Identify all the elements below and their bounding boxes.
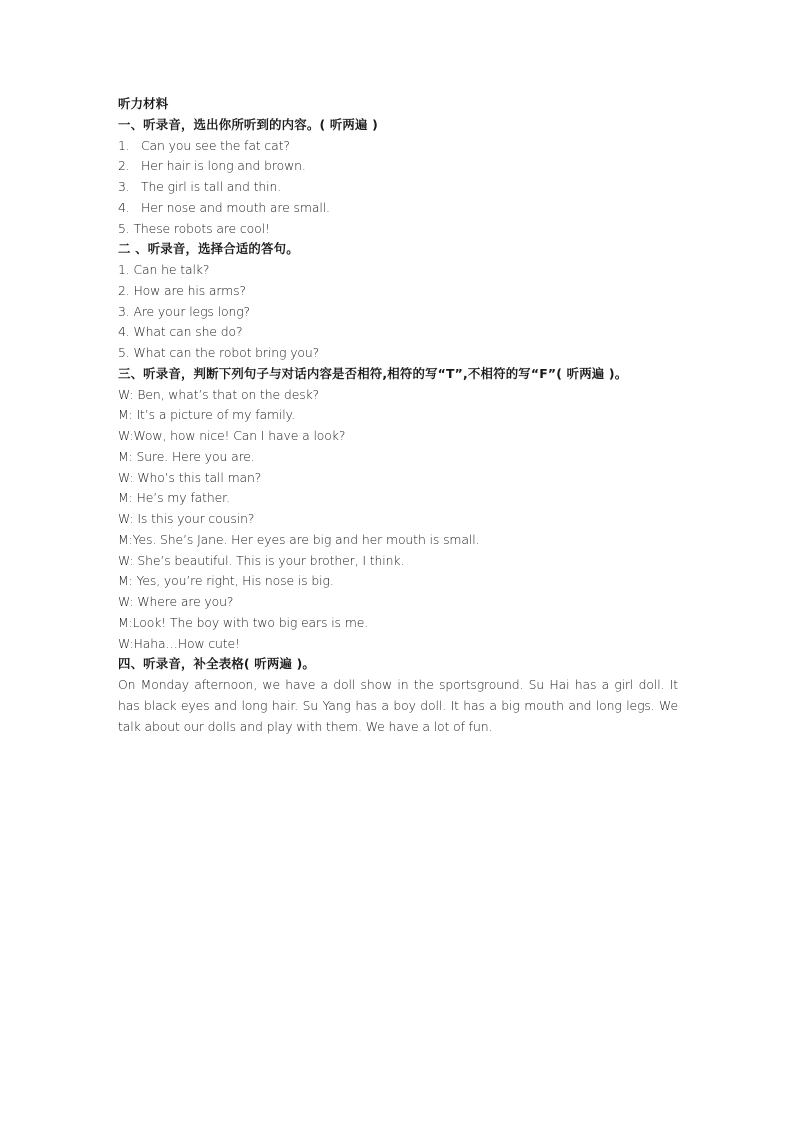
section-2-item: 2. How are his arms? (118, 282, 246, 298)
section-4-heading: 四、听录音，补全表格( 听两遍 )。 (118, 656, 316, 672)
dialogue-line: W:Wow, how nice! Can I have a look? (118, 428, 346, 443)
section-3-heading: 三、听录音，判断下列句子与对话内容是否相符,相符的写“T”,不相符的写“F”( 听两遍 )。 (118, 365, 628, 381)
dialogue-line: W: Ben, what’s that on the desk? (118, 386, 320, 402)
item-number: 4. (118, 199, 130, 215)
section-2-item: 3. Are your legs long? (118, 303, 251, 319)
item-text: Her nose and mouth are small. (141, 199, 330, 215)
section-1-item (118, 198, 678, 219)
section-1-item: 5. These robots are cool! (118, 220, 270, 236)
dialogue-line: M: He’s my father. (118, 490, 230, 506)
dialogue-line: M: Yes, you’re right, His nose is big. (118, 573, 334, 589)
dialogue-line: M: It’s a picture of my family. (118, 407, 295, 423)
section-2-item: 1. Can he talk? (118, 262, 210, 277)
section-1-heading: 一、听录音，选出你所听到的内容。( 听两遍 ) (118, 116, 378, 132)
dialogue-line: W: She’s beautiful. This is your brother, I think. (118, 552, 405, 568)
item-number: 2. (118, 158, 130, 174)
section-4-paragraph: On Monday afternoon, we have a doll show in the sportsground. Su Hai has a girl doll. It has black eyes and long hair. Su Yang has a boy doll. It has a big mouth and long legs. We talk about our dolls and play with them. We have a lot of fun. (118, 677, 678, 734)
dialogue-line: W: Who’s this tall man? (118, 469, 262, 485)
item-number: 3. (118, 179, 130, 194)
item-text: Can you see the fat cat? (141, 137, 290, 153)
document-page (118, 94, 678, 737)
document-title: 听力材料 (118, 96, 169, 111)
dialogue-line: M: Sure. Here you are. (118, 448, 255, 464)
section-1-item (118, 156, 678, 177)
dialogue-line: M:Look! The boy with two big ears is me. (118, 614, 369, 630)
dialogue-line: M:Yes. She’s Jane. Her eyes are big and her mouth is small. (118, 531, 480, 547)
dialogue-line: W: Where are you? (118, 594, 234, 609)
dialogue-line: W: Is this your cousin? (118, 511, 255, 526)
section-2-item: 5. What can the robot bring you? (118, 345, 320, 360)
section-1-item (118, 177, 678, 198)
item-number: 1. (118, 137, 130, 153)
item-text: The girl is tall and thin. (141, 179, 282, 194)
section-2-heading: 二 、听录音，选择合适的答句。 (118, 241, 299, 257)
section-1-item (118, 136, 678, 157)
dialogue-line: W:Haha…How cute! (118, 635, 240, 651)
section-2-item: 4. What can she do? (118, 324, 243, 340)
item-text: Her hair is long and brown. (141, 158, 306, 174)
